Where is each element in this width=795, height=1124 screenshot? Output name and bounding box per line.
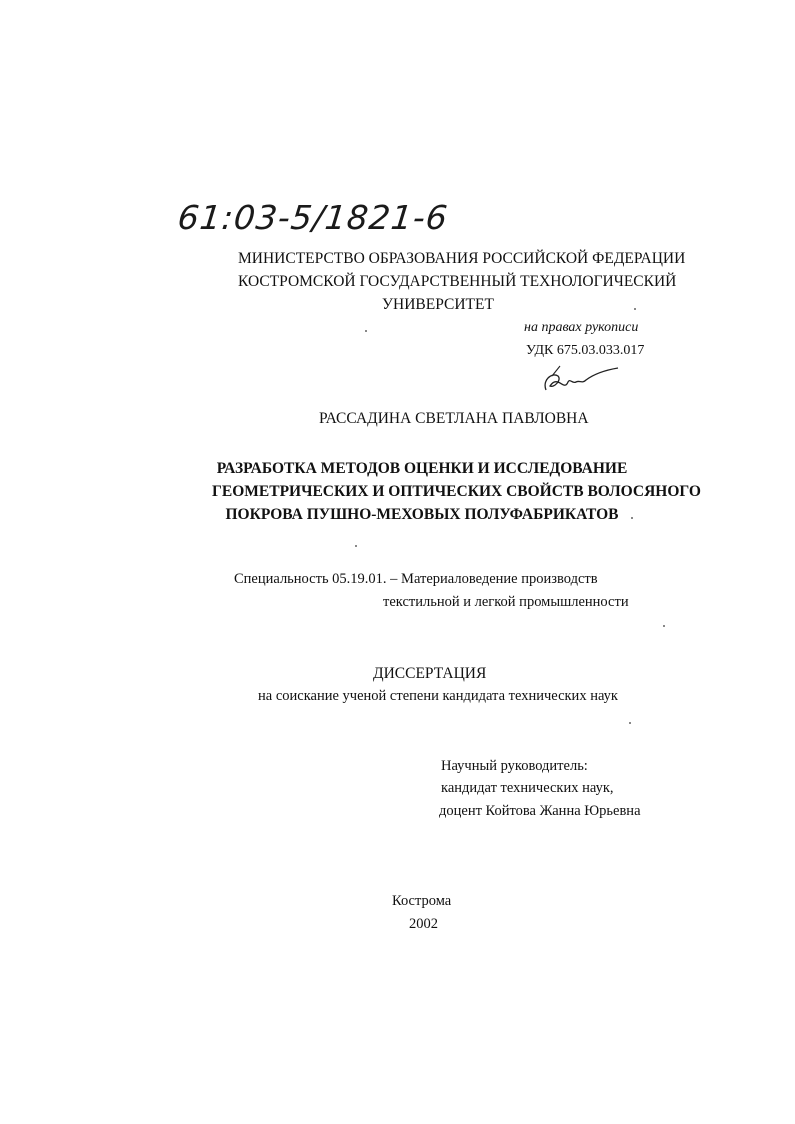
scan-speck <box>634 308 636 310</box>
supervisor-degree: кандидат технических наук, <box>441 780 614 796</box>
udk-code: УДК 675.03.033.017 <box>526 343 645 358</box>
specialty-line-2: текстильной и легкой промышленности <box>383 594 629 610</box>
supervisor-label: Научный руководитель: <box>441 758 588 774</box>
scan-speck <box>365 330 367 332</box>
manuscript-note: на правах рукописи <box>524 320 639 335</box>
scan-speck <box>663 625 665 627</box>
title-line-1: РАЗРАБОТКА МЕТОДОВ ОЦЕНКИ И ИССЛЕДОВАНИЕ <box>216 460 628 477</box>
degree-line: на соискание ученой степени кандидата технических наук <box>258 688 618 704</box>
specialty-line-1: Специальность 05.19.01. – Материаловедение производств <box>234 571 598 587</box>
title-line-2: ГЕОМЕТРИЧЕСКИХ И ОПТИЧЕСКИХ СВОЙСТВ ВОЛОСЯНОГО <box>212 483 701 500</box>
author-name: РАССАДИНА СВЕТЛАНА ПАВЛОВНА <box>319 410 589 427</box>
scan-speck <box>629 722 631 724</box>
ministry-line-2: КОСТРОМСКОЙ ГОСУДАРСТВЕННЫЙ ТЕХНОЛОГИЧЕСКИЙ <box>238 273 677 290</box>
ministry-header <box>238 247 686 316</box>
city: Кострома <box>392 893 452 909</box>
document-type: ДИССЕРТАЦИЯ <box>373 665 487 682</box>
scan-speck <box>355 545 357 547</box>
ministry-line-1: МИНИСТЕРСТВО ОБРАЗОВАНИЯ РОССИЙСКОЙ ФЕДЕРАЦИИ <box>238 250 686 267</box>
title-line-3: ПОКРОВА ПУШНО-МЕХОВЫХ ПОЛУФАБРИКАТОВ <box>225 506 619 523</box>
catalog-number: 61:03-5/1821-6 <box>175 198 451 237</box>
dissertation-title <box>212 457 701 526</box>
scan-speck <box>631 517 633 519</box>
year: 2002 <box>409 916 438 932</box>
ministry-line-3: УНИВЕРСИТЕТ <box>382 296 494 313</box>
supervisor-name: доцент Койтова Жанна Юрьевна <box>439 803 641 819</box>
signature-icon <box>538 362 620 398</box>
